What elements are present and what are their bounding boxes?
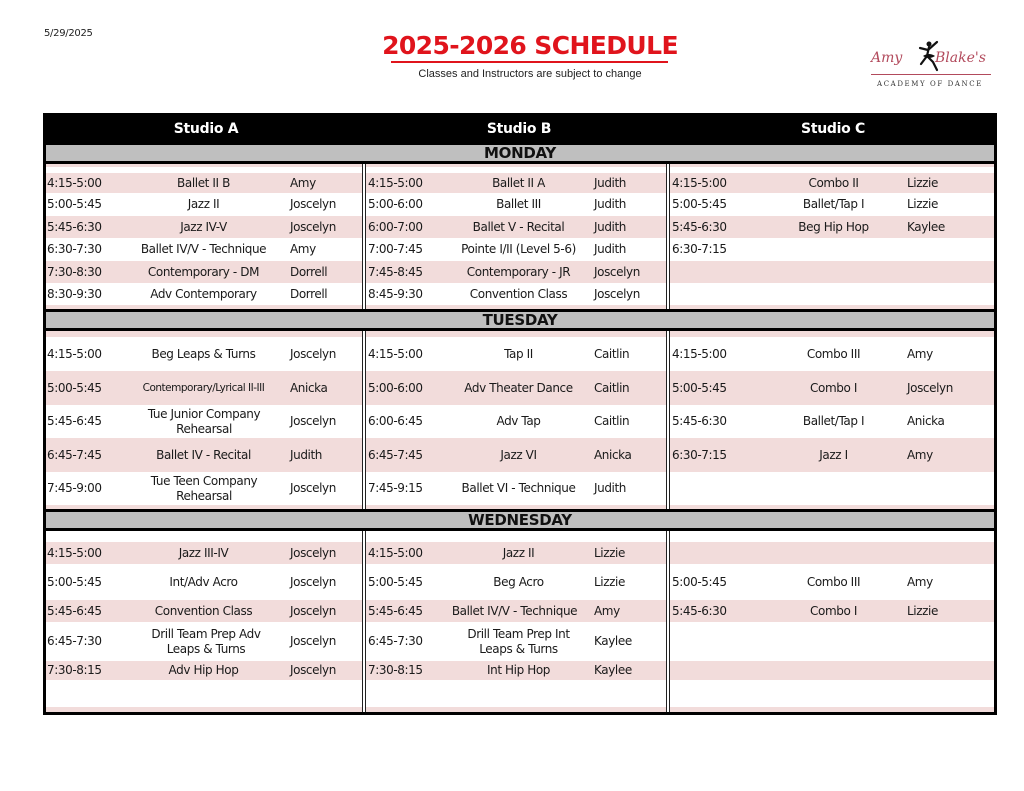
studio-c-header: Studio C (801, 121, 865, 137)
studio-header-row (46, 116, 994, 142)
day-label: TUESDAY (482, 311, 558, 329)
day-label: MONDAY (484, 144, 556, 162)
logo-rule (871, 74, 991, 75)
day-label: WEDNESDAY (468, 511, 572, 529)
title-underline (391, 61, 668, 63)
column-divider (362, 331, 366, 509)
day-band-monday (46, 142, 994, 164)
column-divider (362, 164, 366, 309)
column-divider (666, 164, 670, 309)
day-block-wednesday: 4:15-5:00 Jazz III-IV Joscelyn 4:15-5:00 Jazz II Lizzie 5:00-5:45 Int/Adv Acro Joscelyn 5:00-5:45 Beg Acro Lizzie 5:00-5:45 Combo III Amy 5:45-6:45 Convention Class Joscelyn 5:45-6:45 Ballet IV/V - Technique Amy 5:45-6:30 Combo I Lizzie 6:45-7:30 Drill Team Prep Adv Leaps & Turns Joscelyn 6:45-7:30 Drill Team Prep Int Leaps & Turns Kaylee 7:30-8:15 Adv Hip Hop Joscelyn 7:30-8:15 Int Hip Hop Kaylee (46, 531, 994, 712)
studio-b-header: Studio B (486, 121, 552, 137)
page-subtitle: Classes and Instructors are subject to change (418, 68, 642, 80)
academy-logo (865, 40, 995, 95)
column-divider (666, 331, 670, 509)
logo-name-left: Amy (871, 50, 903, 66)
logo-tagline: ACADEMY OF DANCE (877, 80, 983, 88)
day-band-wednesday (46, 509, 994, 531)
print-date: 5/29/2025 (44, 28, 93, 39)
column-divider (362, 531, 366, 712)
studio-a-header: Studio A (173, 121, 239, 137)
day-block-tuesday: 4:15-5:00 Beg Leaps & Turns Joscelyn 4:15-5:00 Tap II Caitlin 4:15-5:00 Combo III Amy 5:00-5:45 Contemporary/Lyrical II-III Anicka 5:00-6:00 Adv Theater Dance Caitlin 5:00-5:45 Combo I Joscelyn 5:45-6:45 Tue Junior Company Rehearsal Joscelyn 6:00-6:45 Adv Tap Caitlin 5:45-6:30 Ballet/Tap I Anicka 6:45-7:45 Ballet IV - Recital Judith 6:45-7:45 Jazz VI Anicka 6:30-7:15 Jazz I Amy 7:45-9:00 Tue Teen Company Rehearsal Joscelyn 7:45-9:15 Ballet VI - Technique Judith (46, 331, 994, 509)
schedule-table (43, 113, 997, 715)
day-band-tuesday (46, 309, 994, 331)
page-title: 2025-2026 SCHEDULE (382, 31, 678, 60)
column-divider (666, 531, 670, 712)
logo-name-right: Blake's (935, 50, 986, 66)
day-block-monday: 4:15-5:00 Ballet II B Amy 4:15-5:00 Ballet II A Judith 4:15-5:00 Combo II Lizzie 5:00-5:45 Jazz II Joscelyn 5:00-6:00 Ballet III Judith 5:00-5:45 Ballet/Tap I Lizzie 5:45-6:30 Jazz IV-V Joscelyn 6:00-7:00 Ballet V - Recital Judith 5:45-6:30 Beg Hip Hop Kaylee 6:30-7:30 Ballet IV/V - Technique Amy 7:00-7:45 Pointe I/II (Level 5-6) Judith 6:30-7:15 7:30-8:30 Contemporary - DM Dorrell 7:45-8:45 Contemporary - JR Joscelyn 8:30-9:30 Adv Contemporary Dorrell 8:45-9:30 Convention Class Joscelyn (46, 164, 994, 309)
